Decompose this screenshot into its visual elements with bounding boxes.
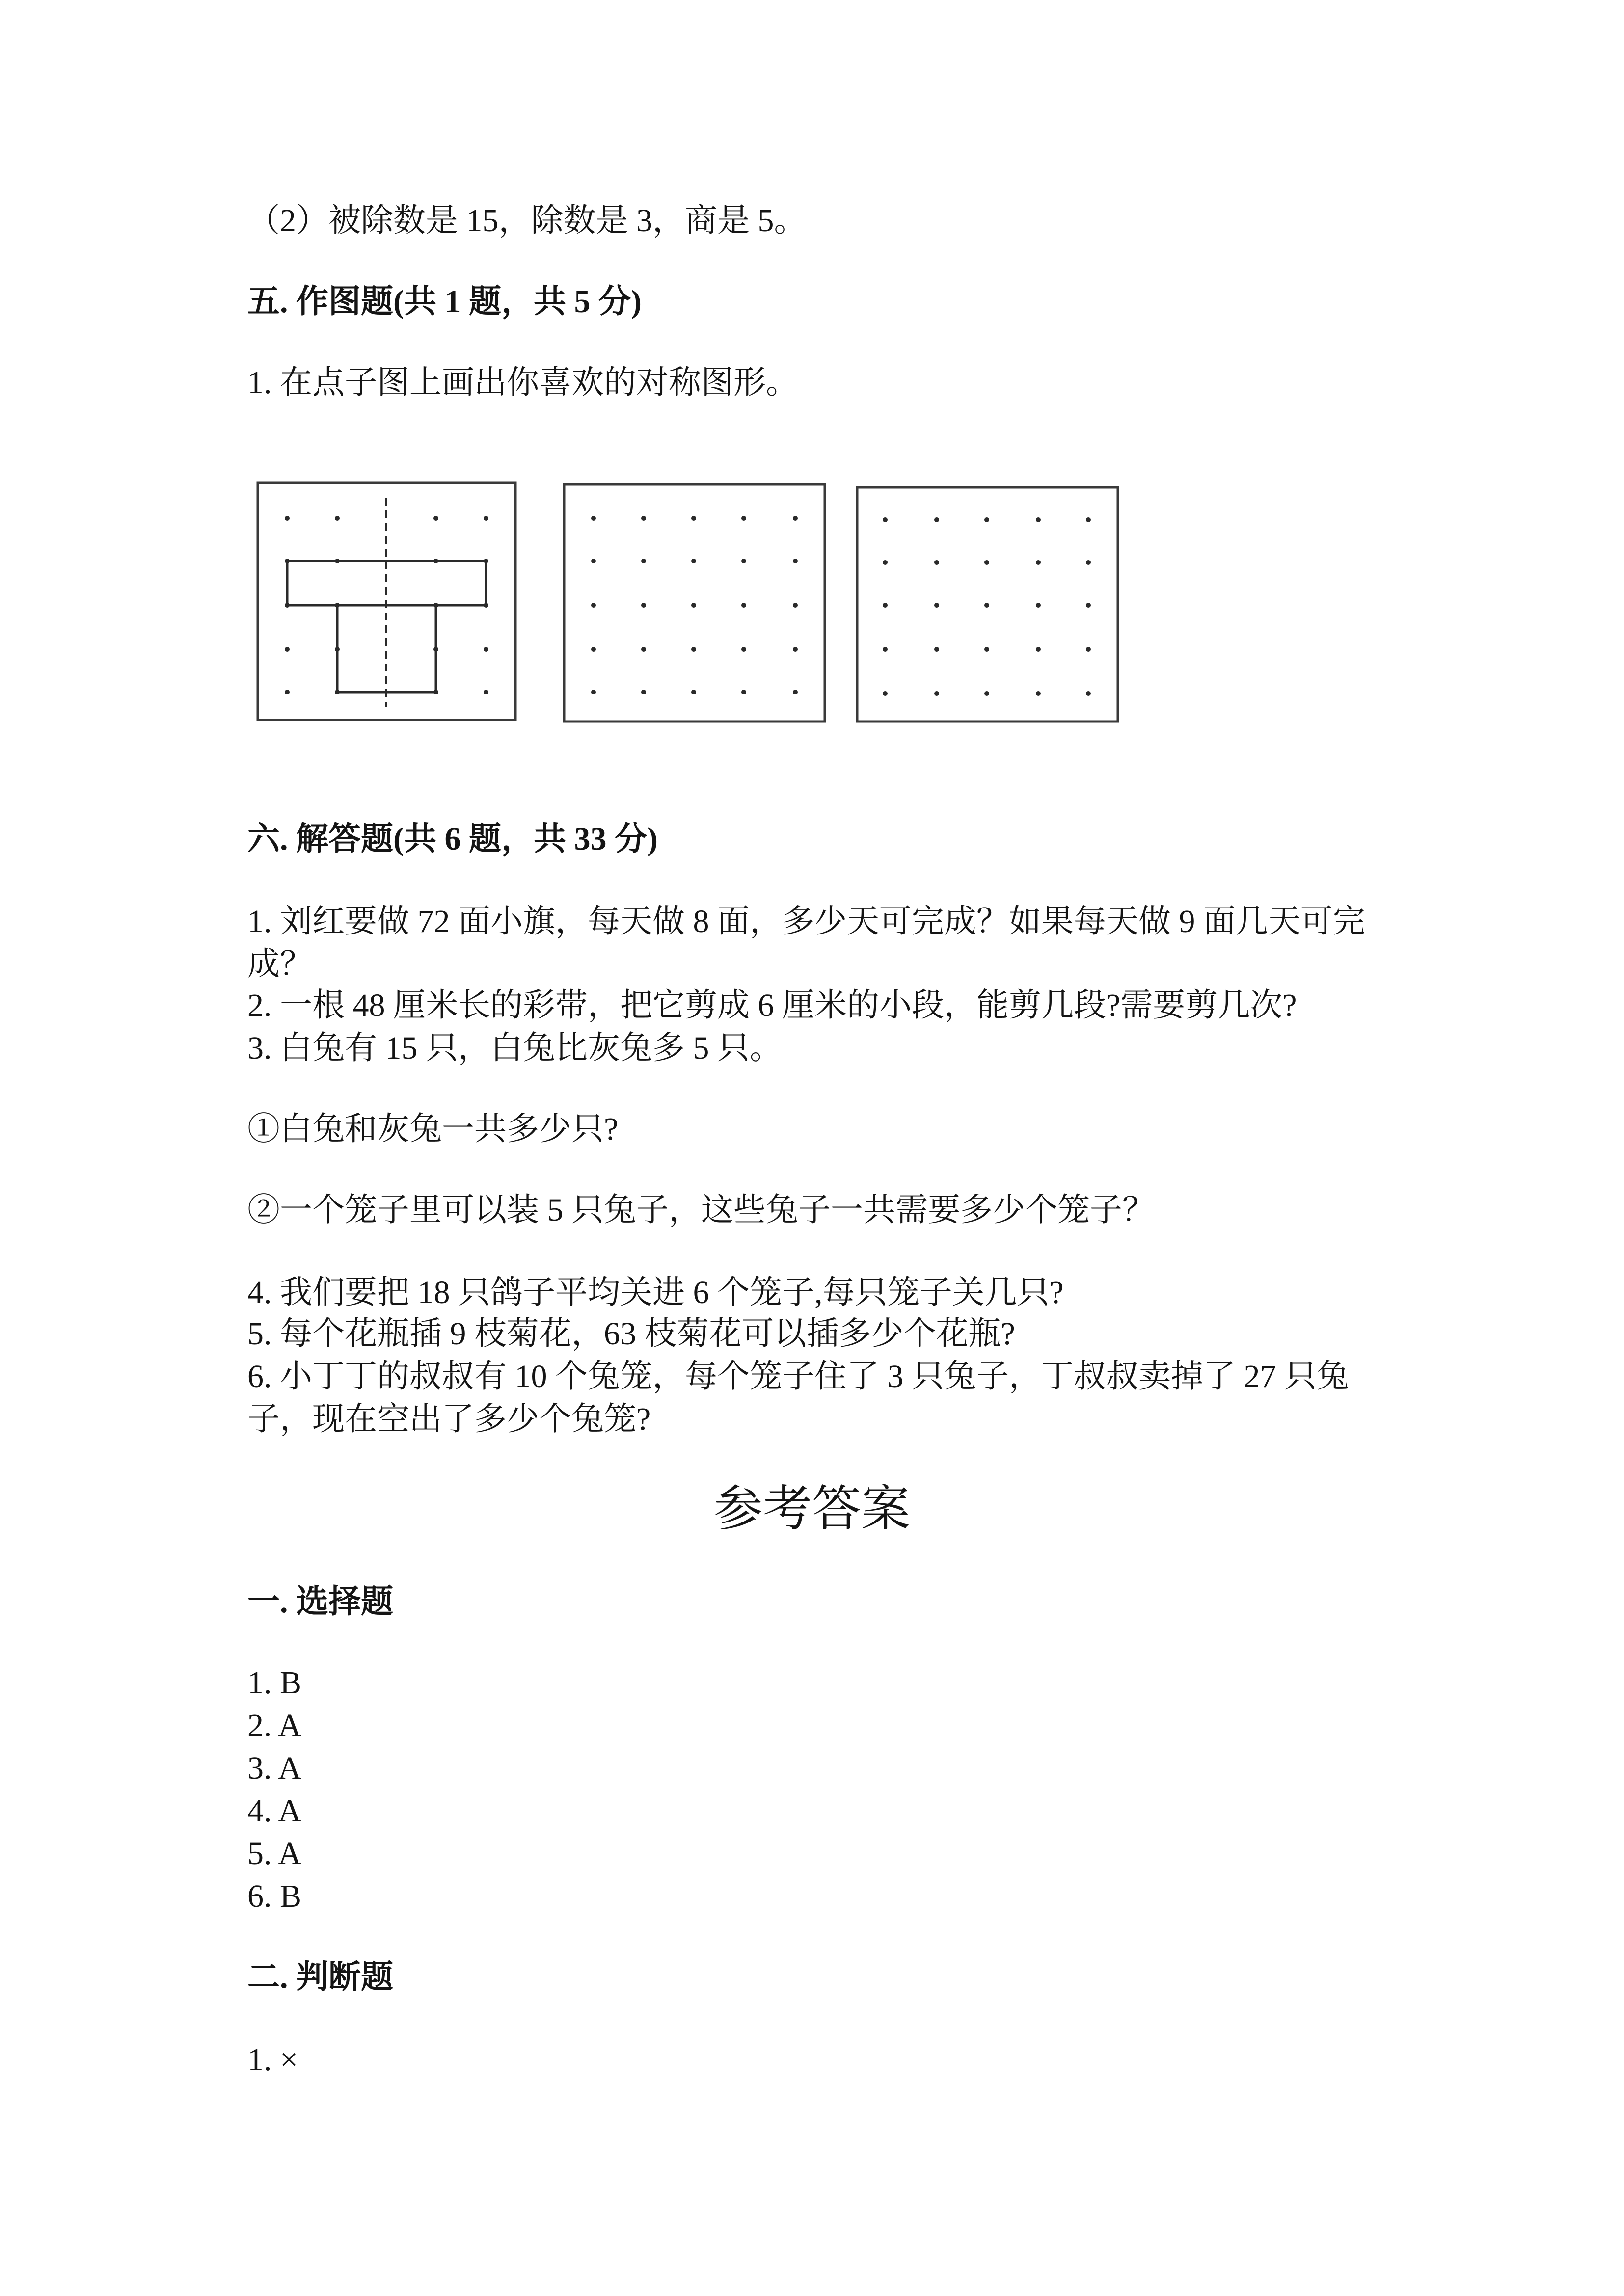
- question-line: 6. 小丁丁的叔叔有 10 个兔笼，每个笼子住了 3 只兔子，丁叔叔卖掉了 27 只兔: [247, 1359, 1349, 1394]
- grid-dot: [691, 559, 696, 563]
- answer-part-2-heading: 二. 判断题: [247, 1959, 393, 1995]
- grid-dot: [335, 690, 340, 694]
- grid-dot: [484, 690, 488, 694]
- answer-part-1-heading: 一. 选择题: [247, 1584, 393, 1620]
- grid-dot: [883, 517, 888, 522]
- blank-dot-grid-1: [564, 484, 825, 721]
- grid-dot: [641, 690, 646, 694]
- grid-dot: [984, 517, 989, 522]
- grid-dot: [484, 516, 488, 521]
- grid-dot: [934, 560, 939, 565]
- grid-dot: [1086, 517, 1091, 522]
- grid-dot: [433, 647, 438, 652]
- grid-dot: [641, 516, 646, 521]
- grid-dot: [641, 647, 646, 652]
- grid-dot: [793, 559, 798, 563]
- question-line: 3. 白兔有 15 只，白兔比灰兔多 5 只。: [247, 1030, 782, 1066]
- answer-item: 3. A: [247, 1750, 302, 1786]
- grid-dot: [741, 603, 746, 608]
- question-line: 2. 一根 48 厘米长的彩带，把它剪成 6 厘米的小段，能剪几段?需要剪几次?: [247, 988, 1297, 1023]
- grid-dot: [335, 647, 340, 652]
- grid-dot: [934, 647, 939, 652]
- grid-dot: [984, 647, 989, 652]
- grid-dot: [484, 603, 488, 608]
- grid-dot: [934, 517, 939, 522]
- section-6-heading: 六. 解答题(共 6 题，共 33 分): [247, 821, 658, 857]
- grid-dot: [691, 516, 696, 521]
- answer-item: 2. A: [247, 1708, 302, 1743]
- grid-dot: [883, 603, 888, 608]
- grid-dot: [484, 559, 488, 563]
- grid-dot: [1036, 517, 1041, 522]
- grid-dot: [934, 691, 939, 696]
- grid-dot: [1036, 691, 1041, 696]
- question-line: 1. 刘红要做 72 面小旗，每天做 8 面，多少天可完成？如果每天做 9 面几天可完: [247, 904, 1365, 939]
- grid-dot: [1086, 691, 1091, 696]
- grid-dot: [741, 690, 746, 694]
- grid-dot: [433, 559, 438, 563]
- grid-dot: [1086, 647, 1091, 652]
- grid-dot: [591, 559, 596, 563]
- grid-dot: [335, 516, 340, 521]
- grid-dot: [883, 647, 888, 652]
- grid-dot: [433, 516, 438, 521]
- grid-dot: [691, 690, 696, 694]
- answer-item: 6. B: [247, 1878, 302, 1914]
- example-symmetric-figure: [258, 483, 515, 720]
- grid-dot: [934, 603, 939, 608]
- question-line: 5. 每个花瓶插 9 枝菊花，63 枝菊花可以插多少个花瓶?: [247, 1316, 1015, 1352]
- sub-question-2: ②一个笼子里可以装 5 只兔子，这些兔子一共需要多少个笼子？: [247, 1192, 1155, 1228]
- grid-dot: [1036, 603, 1041, 608]
- answer-item: 1. ×: [247, 2042, 298, 2078]
- grid-dot: [691, 647, 696, 652]
- grid-dot: [793, 603, 798, 608]
- section-5-heading: 五. 作图题(共 1 题，共 5 分): [247, 284, 642, 320]
- grid-dot: [883, 691, 888, 696]
- grid-dot: [591, 603, 596, 608]
- question-line: 子，现在空出了多少个兔笼?: [247, 1401, 651, 1437]
- question-line: 4. 我们要把 18 只鸽子平均关进 6 个笼子,每只笼子关几只?: [247, 1275, 1064, 1310]
- answer-key-title: 参考答案: [714, 1482, 910, 1536]
- grid-dot: [691, 603, 696, 608]
- grid-dot: [883, 560, 888, 565]
- dot-grid-figures: [236, 471, 1139, 736]
- grid-dot: [793, 516, 798, 521]
- grid-dot: [433, 603, 438, 608]
- sub-question-1: ①白兔和灰兔一共多少只?: [247, 1111, 619, 1147]
- answer-item: 4. A: [247, 1793, 302, 1829]
- grid-dot: [793, 690, 798, 694]
- question-line: 成？: [247, 946, 312, 982]
- previous-answer-line: （2）被除数是 15，除数是 3，商是 5。: [247, 203, 807, 239]
- grid-dot: [484, 647, 488, 652]
- dot-grid: [883, 517, 1091, 696]
- grid-dot: [433, 690, 438, 694]
- grid-dot: [285, 603, 290, 608]
- section-5-question-1: 1. 在点子图上画出你喜欢的对称图形。: [247, 365, 798, 400]
- dot-grid: [591, 516, 798, 694]
- grid-dot: [793, 647, 798, 652]
- grid-dot: [285, 559, 290, 563]
- grid-dot: [741, 647, 746, 652]
- grid-dot: [741, 559, 746, 563]
- grid-dot: [984, 560, 989, 565]
- grid-dot: [741, 516, 746, 521]
- grid-dot: [591, 516, 596, 521]
- grid-dot: [984, 603, 989, 608]
- grid-dot: [641, 603, 646, 608]
- grid-dot: [335, 603, 340, 608]
- grid-dot: [285, 690, 290, 694]
- grid-dot: [1086, 603, 1091, 608]
- grid-dot: [335, 559, 340, 563]
- grid-dot: [984, 691, 989, 696]
- grid-dot: [591, 690, 596, 694]
- grid-dot: [591, 647, 596, 652]
- grid-dot: [1086, 560, 1091, 565]
- answer-item: 1. B: [247, 1665, 302, 1701]
- grid-dot: [285, 516, 290, 521]
- answer-item: 5. A: [247, 1836, 302, 1871]
- blank-dot-grid-2: [857, 487, 1118, 721]
- grid-dot: [1036, 647, 1041, 652]
- grid-dot: [285, 647, 290, 652]
- grid-dot: [1036, 560, 1041, 565]
- grid-dot: [641, 559, 646, 563]
